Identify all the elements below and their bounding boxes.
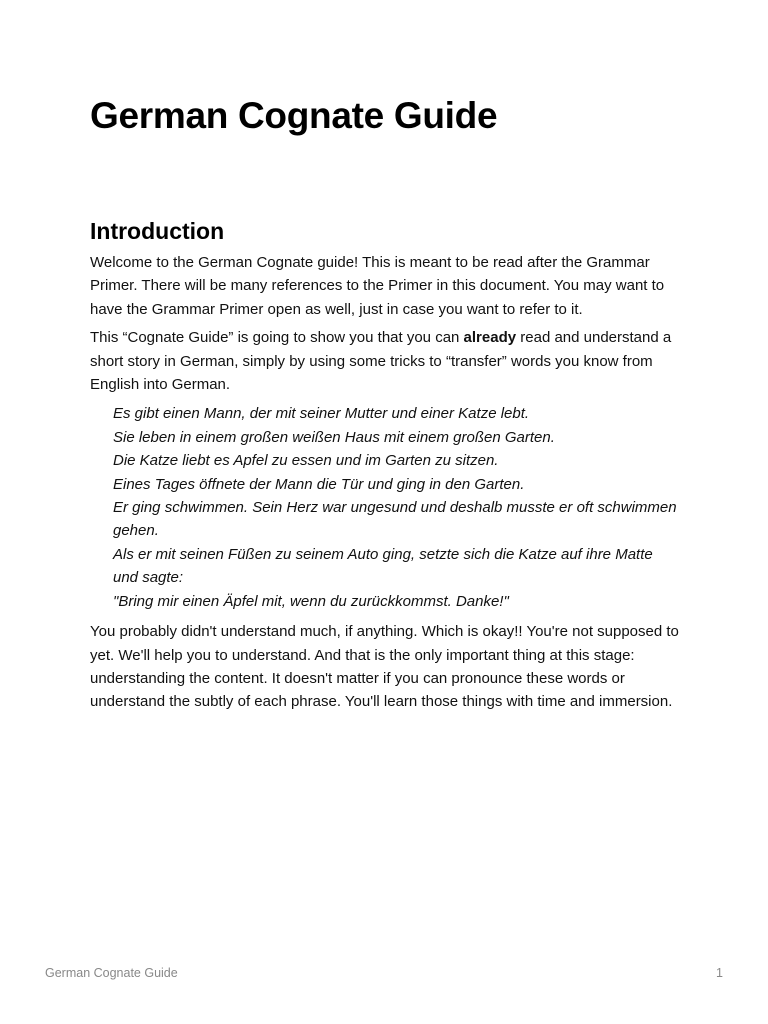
story-line: Es gibt einen Mann, der mit seiner Mutter und einer Katze lebt. (113, 405, 530, 423)
page-content (90, 92, 680, 714)
story-line: Eines Tages öffnete der Mann die Tür und ging in den Garten. (113, 475, 525, 493)
story-line: Er ging schwimmen. Sein Herz war ungesund und deshalb musste er oft schwimmen gehen. (113, 499, 677, 540)
intro-paragraph-3: You probably didn't understand much, if anything. Which is okay!! You're not supposed to yet. We'll help you to understand. And that is the only important thing at this stage: understanding the content. It doesn't matter if you can pronounce these words or understand the subtly of each phrase. You'll learn those things with time and immersion. (90, 623, 679, 711)
footer-page-number: 1 (716, 966, 723, 980)
section-heading-introduction: Introduction (90, 218, 225, 244)
intro-paragraph-2 (90, 326, 680, 396)
footer-document-title: German Cognate Guide (45, 966, 178, 980)
paragraph-2-text-start: This “Cognate Guide” is going to show you that you can (90, 329, 464, 347)
paragraph-2-text-end: read and understand a short story in German, simply by using some tricks to “transfer” words you know from English into German. (90, 329, 672, 394)
story-line: Sie leben in einem großen weißen Haus mit einem großen Garten. (113, 428, 555, 446)
story-line: Die Katze liebt es Apfel zu essen und im Garten zu sitzen. (113, 452, 499, 470)
document-title: German Cognate Guide (90, 95, 498, 136)
paragraph-2-bold-word: already (463, 329, 517, 347)
intro-paragraph-1: Welcome to the German Cognate guide! This is meant to be read after the Grammar Primer. There will be many references to the Primer in this document. You may want to have the Grammar Primer open as well, just in case you want to refer to it. (90, 254, 665, 318)
german-story-block (113, 402, 680, 613)
story-line: Als er mit seinen Füßen zu seinem Auto ging, setzte sich die Katze auf ihre Matte und sagte: (113, 545, 653, 587)
story-line: "Bring mir einen Äpfel mit, wenn du zurückkommst. Danke!" (113, 592, 509, 610)
